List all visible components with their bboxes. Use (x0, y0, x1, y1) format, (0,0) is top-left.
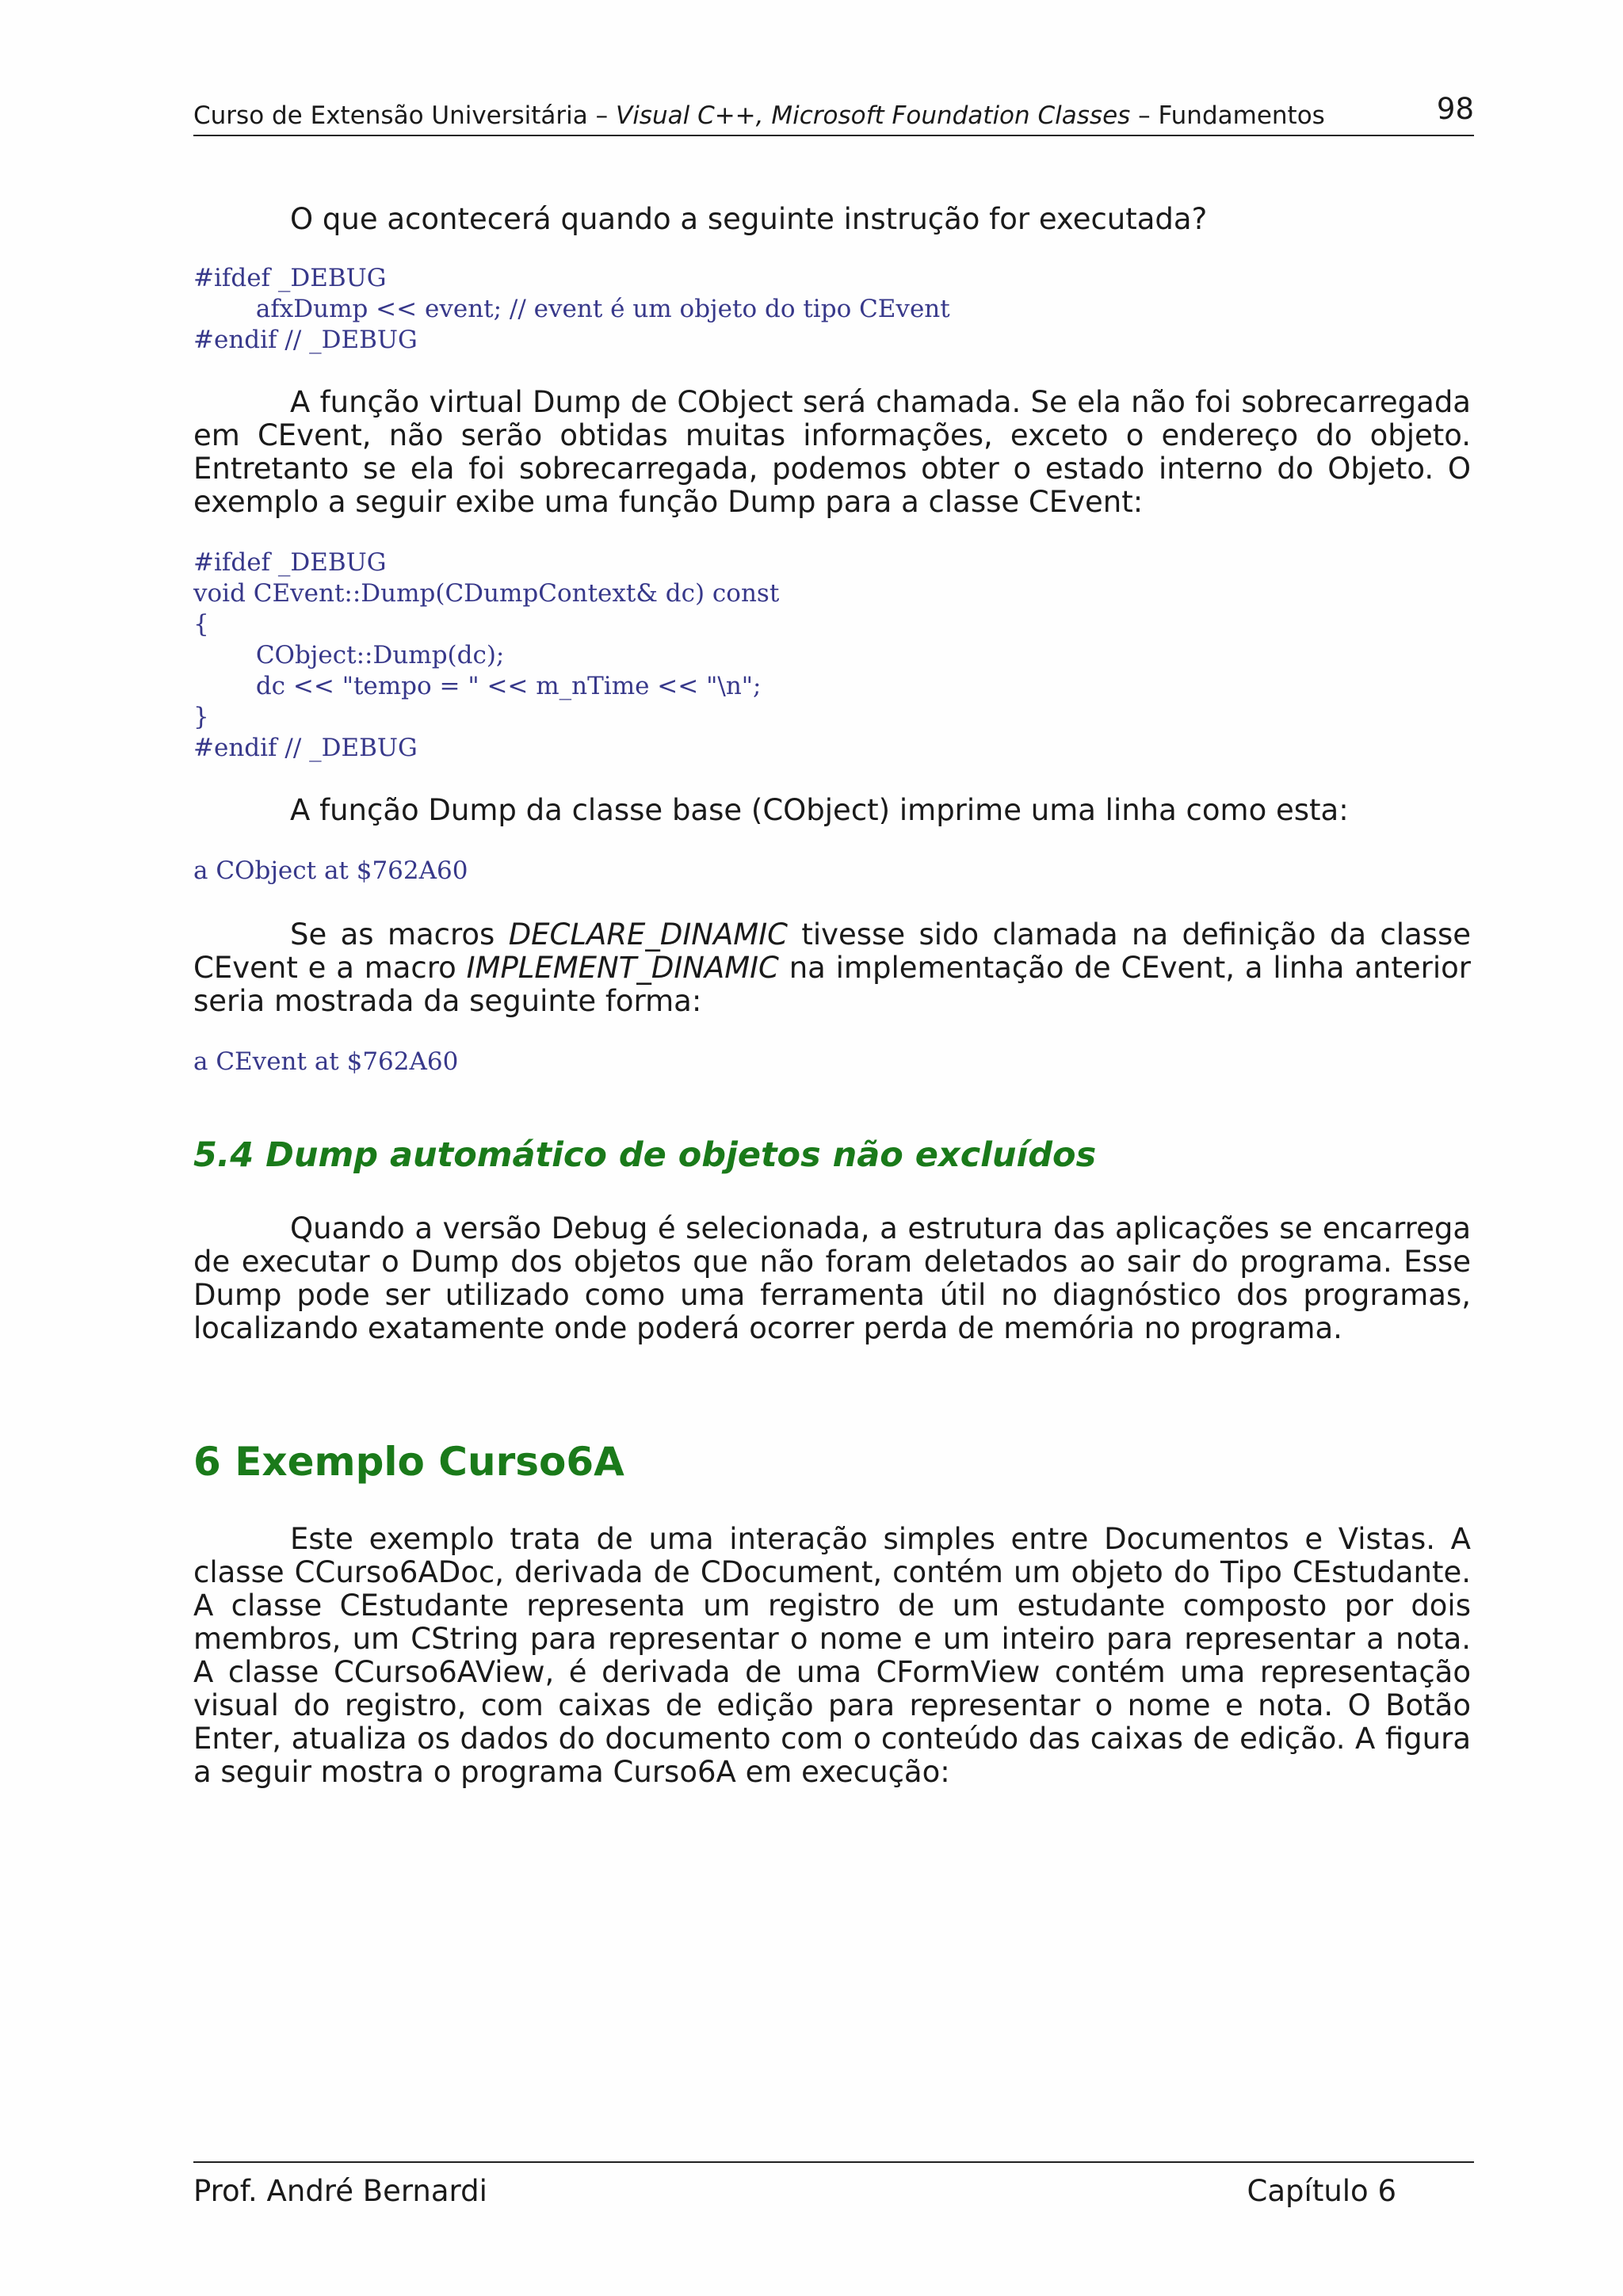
header-title: Curso de Extensão Universitária – Visual C++, Microsoft Foundation Classes – Fundamentos (193, 101, 1325, 130)
code-line-cobject: a CObject at $762A60 (193, 856, 468, 885)
paragraph-example-curso6a: Este exemplo trata de uma interação simples entre Documentos e Vistas. A classe CCurso6ADoc, derivada de CDocument, contém um objeto do Tipo CEstudante. A classe CEstudante representa um registro de um estudante composto por dois membros, um CString para representar o nome e um inteiro para representar a nota. A classe CCurso6AView, é derivada de uma CFormView contém uma representação visual do registro, com caixas de edição para representar o nome e nota. O Botão Enter, atualiza os dados do documento com o conteúdo das caixas de edição. A figura a seguir mostra o programa Curso6A em execução: (193, 1522, 1471, 1789)
footer-chapter: Capítulo 6 (1247, 2174, 1396, 2208)
macro-declare: DECLARE_DINAMIC (508, 917, 788, 952)
code-block-afxdump: #ifdef _DEBUG afxDump << event; // event é um objeto do tipo CEvent #endif // _DEBUG (193, 264, 950, 354)
code-block-dump-function: #ifdef _DEBUG void CEvent::Dump(CDumpContext& dc) const { CObject::Dump(dc); dc << "tempo = " << m_nTime << "\n"; } #endif // _DEBUG (193, 548, 780, 762)
section-heading-5-4: 5.4 Dump automático de objetos não excluídos (193, 1135, 1097, 1175)
paragraph-dump-explanation: A função virtual Dump de CObject será chamada. Se ela não foi sobrecarregada em CEvent, não serão obtidas muitas informações, exceto o endereço do objeto. Entretanto se ela foi sobrecarregada, podemos obter o estado interno do Objeto. O exemplo a seguir exibe uma função Dump para a classe CEvent: (193, 385, 1471, 519)
page-header (193, 92, 1474, 136)
paragraph-auto-dump: Quando a versão Debug é selecionada, a estrutura das aplicações se encarrega de executar o Dump dos objetos que não foram deletados ao sair do programa. Esse Dump pode ser utilizado como uma ferramenta útil no diagnóstico dos programas, localizando exatamente onde poderá ocorrer perda de memória no programa. (193, 1211, 1471, 1345)
paragraph-question: O que acontecerá quando a seguinte instrução for executada? (290, 202, 1208, 236)
paragraph-base-class: A função Dump da classe base (CObject) imprime uma linha como esta: (290, 793, 1349, 827)
page-footer (193, 2161, 1474, 2210)
page-body (193, 203, 1471, 1789)
paragraph-macros: Se as macros DECLARE_DINAMIC tivesse sido clamada na definição da classe CEvent e a macro IMPLEMENT_DINAMIC na implementação de CEvent, a linha anterior seria mostrada da seguinte forma: (193, 917, 1472, 1018)
page-number: 98 (1436, 92, 1474, 126)
macro-implement: IMPLEMENT_DINAMIC (466, 951, 779, 985)
chapter-heading-6: 6 Exemplo Curso6A (193, 1439, 624, 1485)
footer-author: Prof. André Bernardi (193, 2174, 487, 2208)
code-line-cevent: a CEvent at $762A60 (193, 1047, 459, 1076)
